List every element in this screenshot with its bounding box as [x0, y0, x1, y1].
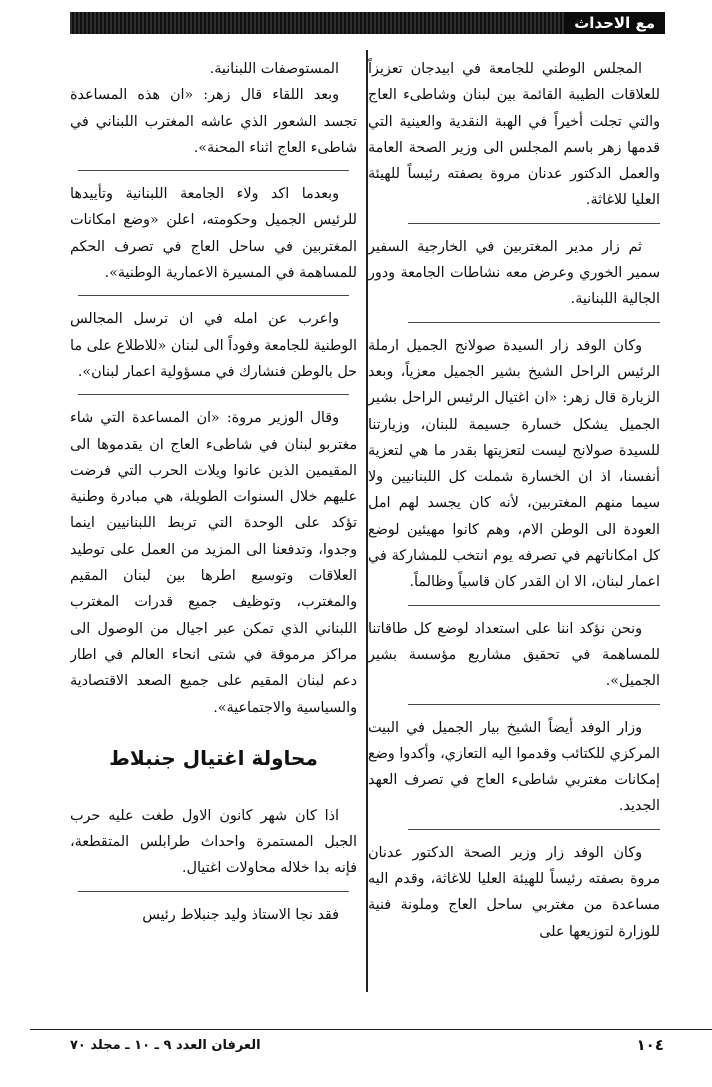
article-paragraph: وكان الوفد زار وزير الصحة الدكتور عدنان مروة بصفته رئيساً للهيئة العليا للاغاثة، وقدم اليه مساعدة من مغتربي ساحل العاج وملونة فنية للوزارة لتوزيعها على: [368, 844, 660, 940]
article-paragraph: اذا كان شهر كانون الاول طغت عليه حرب الجبل المستمرة واحداث طرابلس المتقطعة، فإنه بدا خلاله محاولات اغتيال.: [70, 807, 357, 877]
paragraph-separator: [78, 295, 349, 296]
article-paragraph: وبعدما اكد ولاء الجامعة اللبنانية وتأييدها للرئيس الجميل وحكومته، اعلن «وضع امكانات المغتربين في ساحل العاج في تصرف الحكم للمساهمة في المسيرة الاعمارية الوطنية».: [70, 186, 357, 282]
article-paragraph: ونحن نؤكد اننا على استعداد لوضع كل طاقاتنا للمساهمة في تحقيق مشاريع مؤسسة بشير الجميل».: [368, 620, 660, 690]
right-column: [368, 56, 660, 986]
paragraph-separator: [78, 170, 349, 171]
paragraph-separator: [408, 829, 660, 830]
paragraph-separator: [408, 704, 660, 705]
paragraph-separator: [78, 891, 349, 892]
page-number: ١٠٤: [636, 1036, 664, 1054]
left-column: [70, 56, 357, 986]
article-paragraph: واعرب عن امله في ان ترسل المجالس الوطنية للجامعة وفوداً الى لبنان «للاطلاع على ما حل بالوطن فنشارك في مسؤولية اعمار لبنان».: [70, 311, 357, 380]
article-paragraph: وبعد اللقاء قال زهر: «ان هذه المساعدة تجسد الشعور الذي عاشه المغترب اللبناني في شاطىء العاج اثناء المحنة».: [70, 87, 357, 156]
article-paragraph: فقد نجا الاستاذ وليد جنبلاط رئيس: [142, 906, 339, 923]
article-headline: محاولة اغتيال جنبلاط: [109, 745, 318, 770]
paragraph-separator: [78, 394, 349, 395]
paragraph-separator: [408, 223, 660, 224]
section-label: مع الاحداث: [564, 12, 665, 34]
article-paragraph: ثم زار مدير المغتربين في الخارجية السفير سمير الخوري وعرض معه نشاطات الجامعة ودور الجالية اللبنانية.: [368, 238, 660, 308]
article-paragraph: المستوصفات اللبنانية.: [209, 61, 339, 77]
article-paragraph: المجلس الوطني للجامعة في ابيدجان تعزيزاً للعلاقات الطيبة القائمة بين لبنان وشاطىء العاج والتي تجلت أخيراً في الهبة النقدية والعينية التي قدمها زهر باسم المجلس الى وزير الصحة العامة والعمل الدكتور عدنان مروة بصفته رئيساً للهيئة العليا للاغاثة.: [368, 61, 660, 209]
paragraph-separator: [408, 605, 660, 606]
section-header-bar: [70, 12, 665, 34]
footer-journal-info: العرفان العدد ٩ ـ ١٠ ـ مجلد ٧٠: [70, 1038, 261, 1053]
article-paragraph: وزار الوفد أيضاً الشيخ بيار الجميل في البيت المركزي للكتائب وقدموا اليه التعازي، وأكدوا وضع إمكانات مغتربي شاطىء العاج في تصرف العهد الجديد.: [368, 719, 660, 815]
footer-rule: [30, 1029, 712, 1030]
paragraph-separator: [408, 322, 660, 323]
article-paragraph: وقال الوزير مروة: «ان المساعدة التي شاء مغتربو لبنان في شاطىء العاج ان يقدموها الى المقيمين الذين عانوا ويلات الحرب التي فرضت عليهم خلال السنوات الطويلة، هي مبادرة وطنية تؤكد على الوحدة التي تربط اللبنانيين اينما وجدوا، وتدفعنا الى المزيد من العمل على توطيد العلاقات وتوسيع اطرها بين لبنان المقيم والمغترب، وتوظيف جميع قدرات المغترب اللبناني الذي تمكن عبر اجيال من الوصول الى مراكز مرموقة في شتى انحاء العالم في اطار دعم لبنان المقيم على جميع الصعد الاقتصادية والسياسية والاجتماعية».: [70, 410, 357, 716]
article-paragraph: وكان الوفد زار السيدة صولانج الجميل ارملة الرئيس الراحل الشيخ بشير الجميل معزياً، وبعد الزيارة قال زهر: «ان اغتيال الرئيس الراحل بشير الجميل يشكل خسارة جسيمة للبنان، وزيارتنا للسيدة صولانج ليست لتعزيتها بقدر ما هي لتعزية أنفسنا، اذ ان الخسارة شملت كل اللبنانيين ولا سيما منهم المغتربين، لأنه كان يجسد لهم امل العودة الى الوطن الام، وهم كانوا مهيئين لوضع كل امكاناتهم في تصرفه يوم انتخب للمشاركة في اعمار لبنان، الا ان القدر كان قاسياً وظالماً.: [368, 337, 660, 591]
